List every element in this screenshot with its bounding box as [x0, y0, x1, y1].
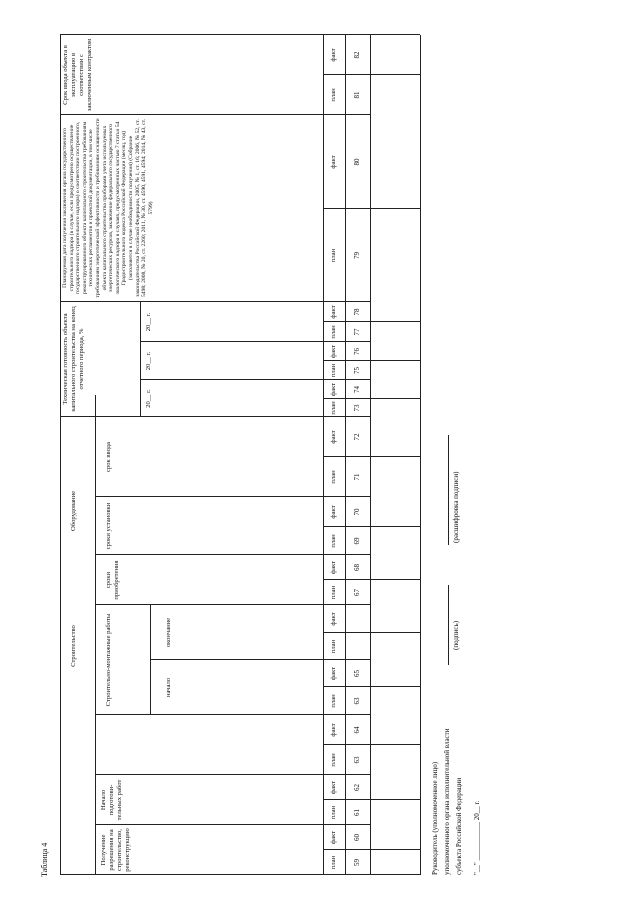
cm-works-header: Строительно-монтажные работы	[105, 613, 112, 707]
decoding-caption: (расшифровка подписи)	[452, 471, 460, 543]
column-number: 60	[353, 834, 361, 841]
table-label: Таблица 4	[40, 842, 49, 877]
plan-label: план	[330, 805, 337, 820]
plan-label: план	[330, 470, 337, 484]
readiness-header: Техническая готовность объекта капитального строительства на конец отчетного периода, %	[62, 306, 85, 412]
column-number: 59	[353, 859, 361, 866]
plan-label: план	[330, 248, 337, 263]
plan-label: план	[330, 694, 337, 708]
column-number: 75	[353, 367, 361, 374]
footer-line-3: субъекта Российской Федерации	[455, 777, 463, 875]
cm-start-header: начало	[165, 677, 172, 698]
column-number: 77	[353, 328, 361, 336]
fact-label: факт	[330, 305, 337, 319]
column-number: 67	[353, 589, 361, 596]
column-number: 82	[353, 51, 361, 59]
plan-label: план	[330, 401, 337, 415]
year3-header: 20__ г.	[145, 312, 152, 332]
cm-end-header: окончание	[165, 617, 172, 648]
fact-label: факт	[330, 830, 337, 845]
year2-header: 20__ г.	[145, 351, 152, 371]
construction-header: Строительство	[70, 625, 77, 667]
equipment-header: Оборудование	[70, 490, 77, 532]
column-number: 72	[353, 433, 361, 441]
column-number: 73	[353, 404, 361, 412]
column-number: 63	[353, 756, 361, 764]
conclusion-header: Планируемая дата получения заключения органа государственного строительного надзора (в случае, если предусмотрено осуществление государственного строительного надзора) о соответствии построенного, реконструированного объекта капитального строительства требованиям технических регламентов и проектной документации, в том числе требованиям энергетической эффективности и требованиям оснащенности объекта капитального строительства приборами учета используемых энергетических ресурсов, заключение федерального государственного экологического надзора в случаях, предусмотренных частью 7 статьи 54 Градостроительного кодекса Российской Федерации (месяц, год) (заполняется в случае необходимости получения) (Собрание законодательства Российской Федерации, 2005, № 1, ст. 16; 2006, № 52, ст. 5498; 2008, № 20, ст. 2260; 2011, № 30, ст. 4590, 4591, 4594; 2014, № 43, ст. 5799)	[62, 118, 154, 298]
fact-label: факт	[330, 155, 337, 169]
footer-line-2: уполномоченного органа исполнительной власти	[443, 728, 451, 875]
fact-label: факт	[330, 666, 337, 681]
plan-label: план	[330, 855, 337, 870]
plan-label: план	[330, 639, 337, 654]
column-number: 81	[353, 91, 361, 99]
column-number: 70	[353, 508, 361, 516]
column-number: 65	[353, 670, 361, 677]
plan-label: план	[330, 363, 337, 378]
plan-label: план	[330, 534, 337, 548]
column-number: 69	[353, 537, 361, 545]
date-line: "__" ___________ 20__ г.	[473, 800, 481, 875]
plan-label: план	[330, 753, 337, 767]
fact-label: факт	[330, 382, 337, 397]
footer-line-1: Руководитель (уполномоченное лицо)	[431, 761, 439, 875]
column-number: 71	[353, 473, 361, 481]
fact-label: факт	[330, 612, 337, 626]
fact-label: факт	[330, 560, 337, 575]
column-number: 63	[353, 697, 361, 705]
fact-label: факт	[330, 48, 337, 62]
year1-header: 20__ г.	[145, 389, 152, 408]
column-number: 68	[353, 564, 361, 571]
permit-header: Получение разрешения на строительство, реконструкцию	[100, 828, 131, 872]
column-number: 64	[353, 726, 361, 734]
plan-label: план	[330, 585, 337, 600]
column-number: 61	[353, 809, 361, 816]
column-number: 76	[353, 348, 361, 355]
fact-label: факт	[330, 344, 337, 359]
fact-label: факт	[330, 723, 337, 737]
signature-caption: (подпись)	[452, 620, 460, 650]
install-header: сроки установки	[105, 502, 112, 550]
commissioning-header: Срок ввода объекта в эксплуатацию в соответствии с заключенным контрактом	[62, 38, 93, 112]
plan-label: план	[330, 88, 337, 102]
column-number: 74	[353, 386, 361, 393]
column-number: 62	[353, 784, 361, 791]
column-number: 78	[353, 308, 361, 316]
fact-label: факт	[330, 430, 337, 444]
fact-label: факт	[330, 780, 337, 795]
commission-header: срок ввода	[105, 442, 112, 472]
prep-start-header: Начало подготови-тельных работ	[100, 779, 123, 821]
column-number: 79	[353, 252, 361, 259]
fact-label: факт	[330, 505, 337, 519]
plan-label: план	[330, 325, 337, 339]
column-number: 80	[353, 158, 361, 166]
acq-header: сроки приобретения	[105, 560, 120, 600]
